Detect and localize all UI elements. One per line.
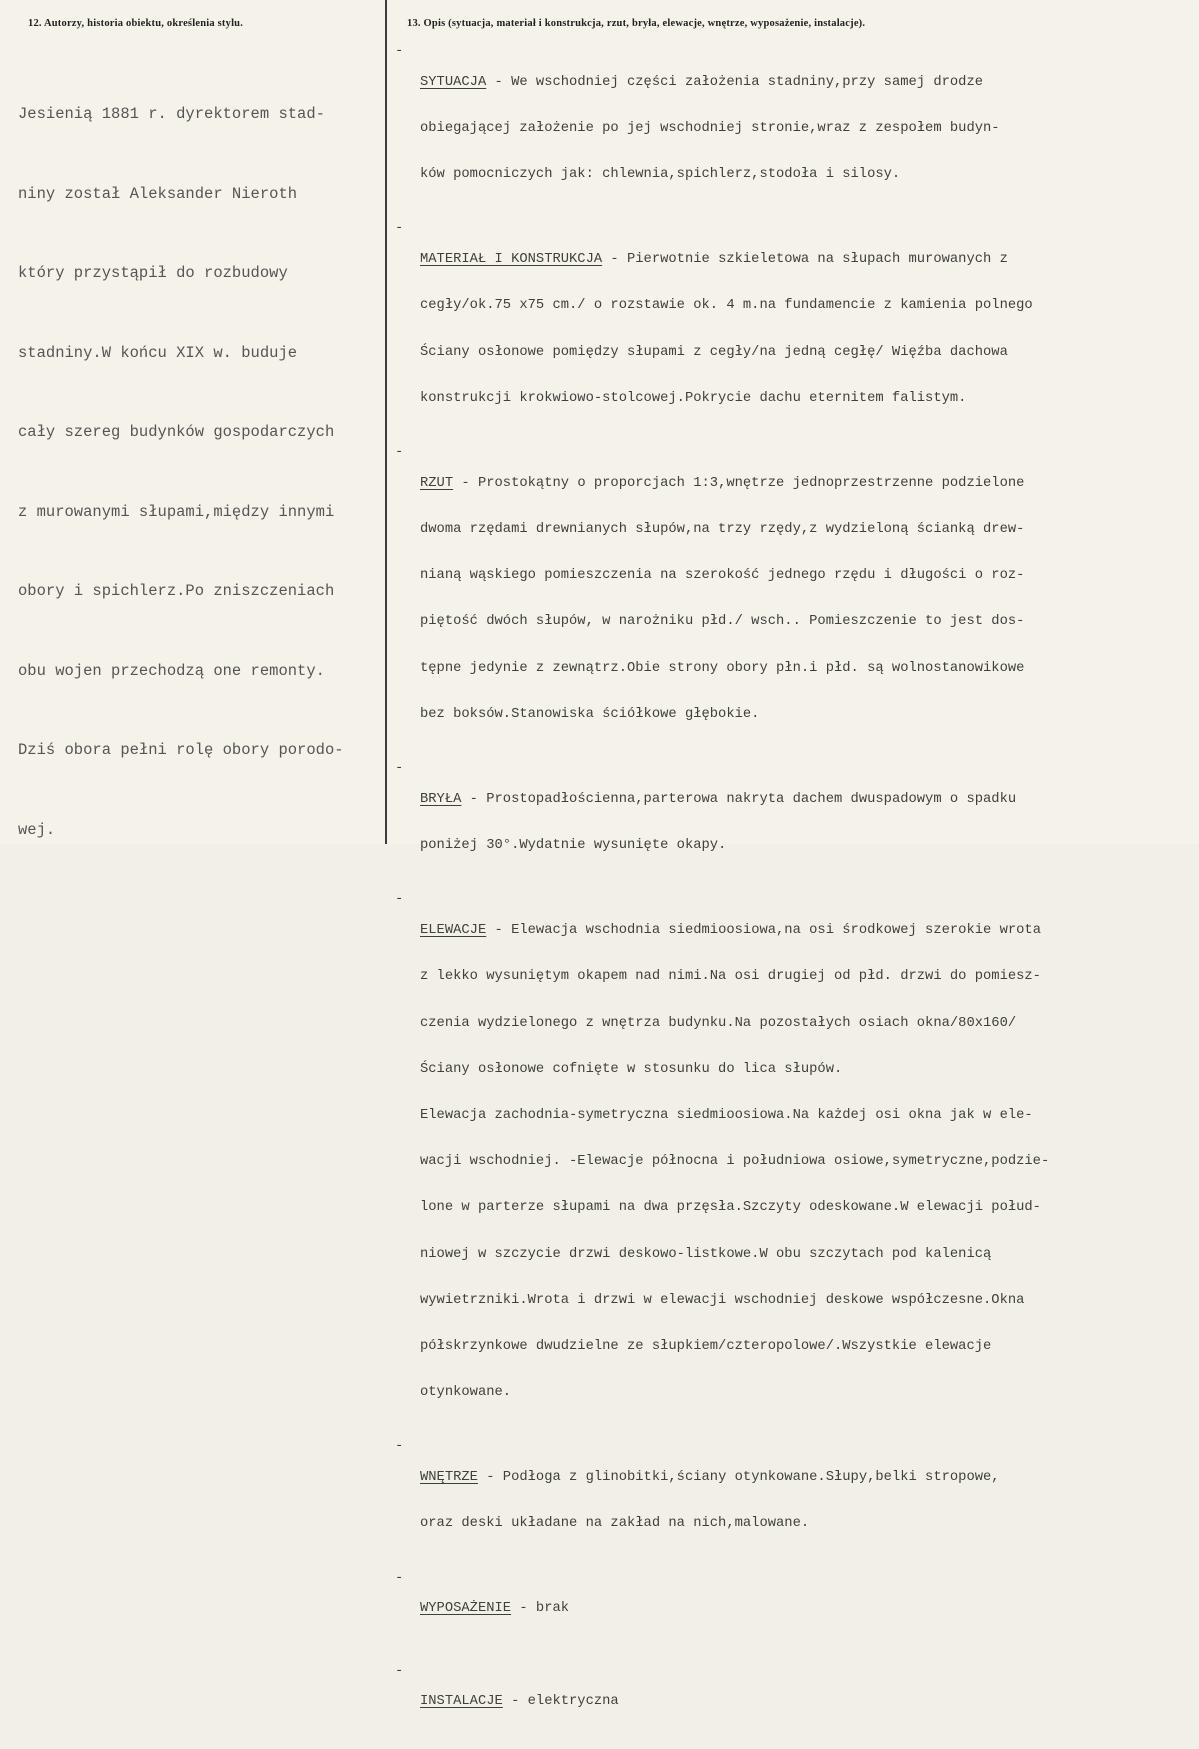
section-line: z lekko wysuniętym okapem nad nimi.Na osi drugiej od płd. drzwi do pomiesz-: [420, 969, 1041, 985]
section-label: WYPOSAŻENIE: [420, 1601, 512, 1617]
section-material: [395, 221, 1195, 437]
section-bryla: [395, 761, 1195, 884]
section-dash: -: [395, 221, 404, 237]
section-line: piętość dwóch słupów, w narożniku płd./ wsch.. Pomieszczenie to jest dos-: [420, 614, 1025, 630]
section-line: - elektryczna: [502, 1694, 619, 1710]
section-line: - Prostopadłościenna,parterowa nakryta dachem dwuspadowym o spadku: [461, 791, 1017, 807]
section-dash: -: [395, 445, 404, 461]
history-line: stadniny.W końcu XIX w. buduje: [18, 343, 298, 362]
section-label: MATERIAŁ I KONSTRUKCJA: [420, 252, 603, 268]
section-line: wywietrzniki.Wrota i drzwi w elewacji wschodniej deskowe współczesne.Okna: [420, 1292, 1025, 1308]
section-label: RZUT: [420, 475, 454, 491]
section-line: Ściany osłonowe pomiędzy słupami z cegły/na jedną cegłę/ Więźba dachowa: [420, 344, 1008, 360]
section-line: Elewacja zachodnia-symetryczna siedmioosiowa.Na każdej osi okna jak w ele-: [420, 1107, 1033, 1123]
section-line: tępne jedynie z zewnątrz.Obie strony obory płn.i płd. są wolnostanowikowe: [420, 660, 1025, 676]
section-line: obiegającej założenie po jej wschodniej stronie,wraz z zespołem budyn-: [420, 121, 1000, 137]
history-column: [0, 0, 387, 844]
section-dash: -: [395, 1439, 404, 1455]
section-wnetrze: [395, 1439, 1195, 1562]
section-dash: -: [395, 761, 404, 777]
section-line: otynkowane.: [420, 1385, 512, 1401]
section-line: dwoma rzędami drewnianych słupów,na trzy rzędy,z wydzieloną ścianką drew-: [420, 522, 1025, 538]
section-line: wacji wschodniej. -Elewacje północna i południowa osiowe,symetryczne,podzie-: [420, 1154, 1050, 1170]
section-line: nianą wąskiego pomieszczenia na szerokość jednego rzędu i długości o roz-: [420, 568, 1025, 584]
section-label: ELEWACJE: [420, 923, 487, 939]
section-line: niowej w szczycie drzwi deskowo-listkowe.W obu szczytach pod kalenicą: [420, 1246, 992, 1262]
section-dash: -: [395, 1663, 404, 1679]
section-line: - Pierwotnie szkieletowa na słupach murowanych z: [602, 252, 1008, 268]
section-line: - Prostokątny o proporcjach 1:3,wnętrze jednoprzestrzenne podzielone: [453, 475, 1025, 491]
history-text: [18, 48, 378, 896]
section-line: poniżej 30°.Wydatnie wysunięte okapy.: [420, 838, 727, 854]
description-sections: [395, 44, 1195, 1749]
section-line: - Elewacja wschodnia siedmioosiowa,na osi środkowej szerokie wrota: [486, 923, 1041, 939]
section-line: półskrzynkowe dwudzielne ze słupkiem/czteropolowe/.Wszystkie elewacje: [420, 1338, 992, 1354]
section-line: ków pomocniczych jak: chlewnia,spichlerz,stodoła i silosy.: [420, 167, 901, 183]
section-elewacje: [395, 892, 1195, 1431]
history-header: 12. Autorzy, historia obiektu, określenia stylu.: [28, 18, 244, 29]
section-dash: -: [395, 1570, 404, 1586]
section-line: konstrukcji krokwiowo-stolcowej.Pokrycie dachu eternitem falistym.: [420, 390, 967, 406]
section-line: - We wschodniej części założenia stadniny,przy samej drodze: [486, 74, 984, 90]
history-line: obory i spichlerz.Po zniszczeniach: [18, 582, 335, 600]
history-line: z murowanymi słupami,między innymi: [18, 502, 335, 521]
history-line: Jesienią 1881 r. dyrektorem stad-: [18, 105, 325, 123]
section-sytuacja: [395, 44, 1195, 213]
section-label: WNĘTRZE: [420, 1470, 478, 1486]
section-line: - Podłoga z glinobitki,ściany otynkowane.Słupy,belki stropowe,: [477, 1470, 1000, 1486]
section-line: - brak: [511, 1601, 570, 1617]
section-line: oraz deski układane na zakład na nich,malowane.: [420, 1516, 810, 1532]
section-line: Ściany osłonowe cofnięte w stosunku do lica słupów.: [420, 1061, 843, 1077]
section-wyposazenie: [395, 1571, 1195, 1648]
section-line: cegły/ok.75 x75 cm./ o rozstawie ok. 4 m.na fundamencie z kamienia polnego: [420, 298, 1033, 314]
history-line: niny został Aleksander Nieroth: [18, 184, 298, 203]
history-line: który przystąpił do rozbudowy: [18, 264, 288, 282]
history-line: cały szereg budynków gospodarczych: [18, 423, 335, 441]
section-dash: -: [395, 44, 404, 59]
history-line: obu wojen przechodzą one remonty.: [18, 661, 325, 680]
section-line: bez boksów.Stanowiska ściółkowe głębokie.: [420, 706, 760, 722]
history-line: wej.: [18, 820, 56, 839]
section-instalacje: [395, 1664, 1195, 1741]
section-label: INSTALACJE: [420, 1694, 503, 1710]
section-line: lone w parterze słupami na dwa przęsła.Szczyty odeskowane.W elewacji połud-: [420, 1200, 1041, 1216]
section-line: czenia wydzielonego z wnętrza budynku.Na pozostałych osiach okna/80x160/: [420, 1015, 1017, 1031]
history-line: Dziś obora pełni rolę obory porodo-: [18, 741, 344, 759]
section-rzut: [395, 445, 1195, 753]
section-label: BRYŁA: [420, 791, 462, 807]
section-dash: -: [395, 892, 404, 908]
description-header: 13. Opis (sytuacja, materiał i konstrukcja, rzut, bryła, elewacje, wnętrze, wyposażenie, instalacje).: [407, 18, 866, 29]
section-label: SYTUACJA: [420, 74, 487, 90]
description-column: [387, 0, 1199, 1710]
